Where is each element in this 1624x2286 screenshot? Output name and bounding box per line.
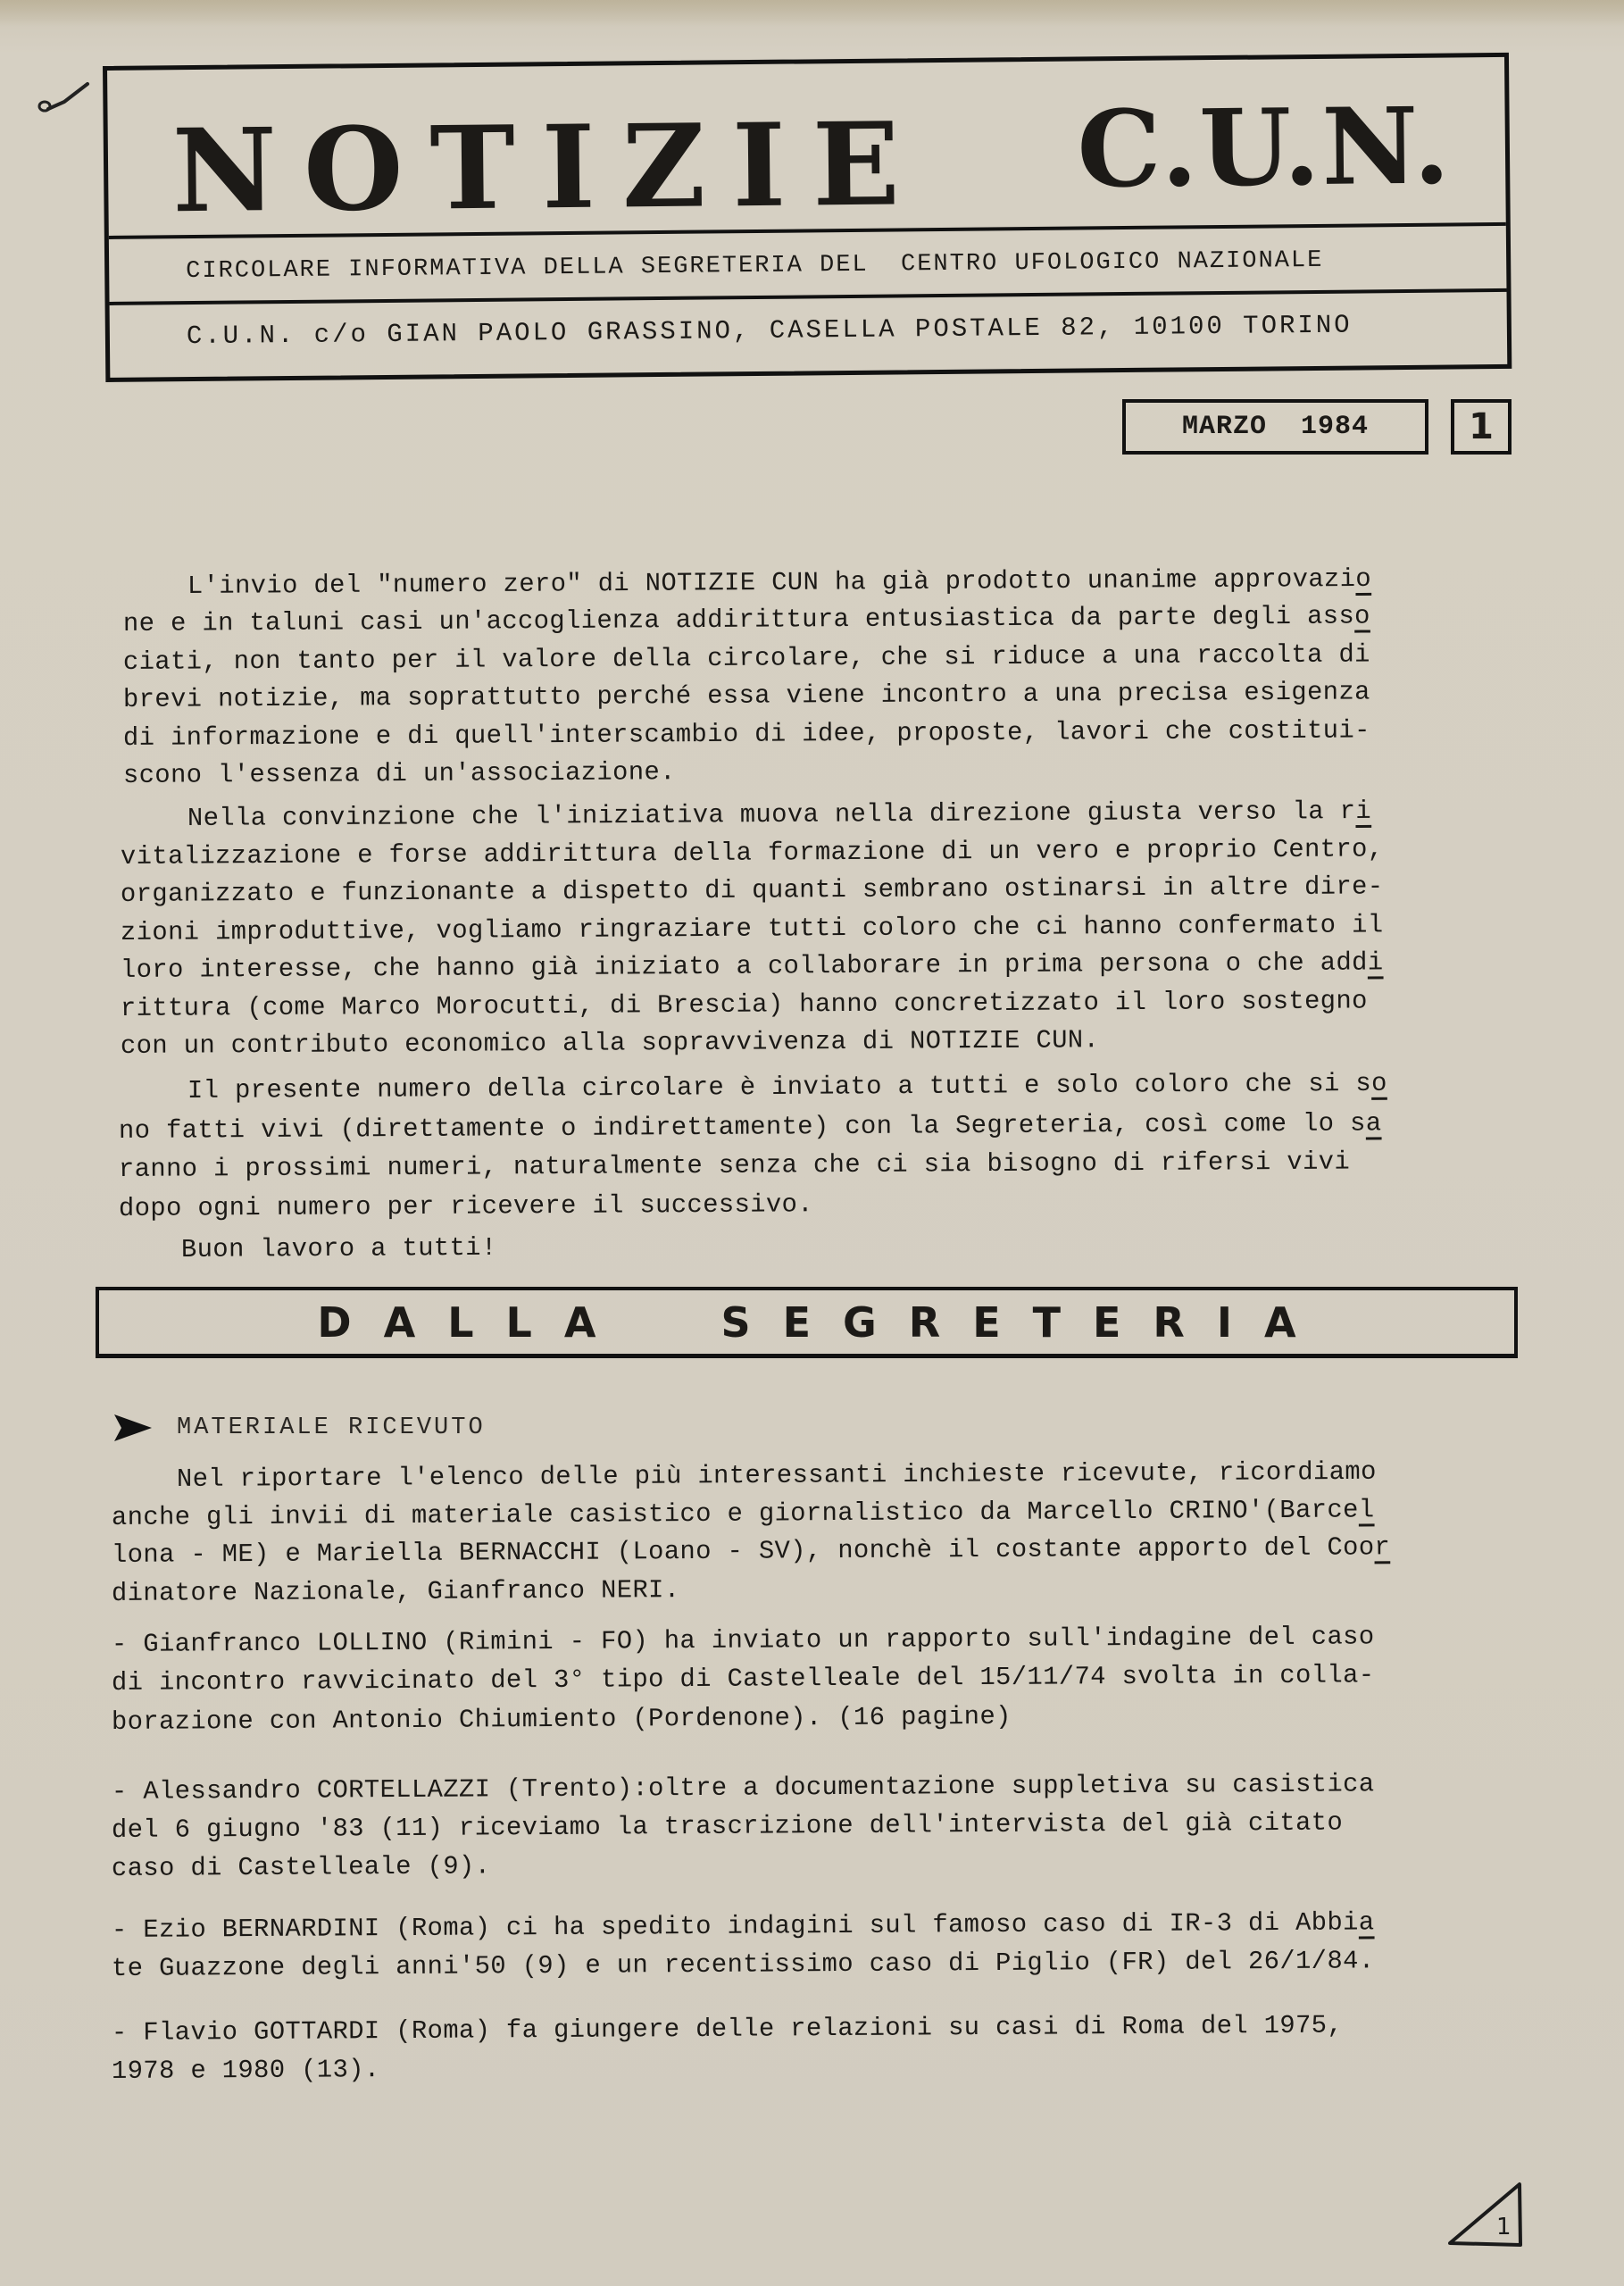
newsletter-title: NOTIZIE: [171, 97, 928, 239]
line-text: scono l'essenza di un'associazione.: [122, 757, 676, 790]
text-line: [123, 757, 676, 790]
triangle-page-mark-icon: [1443, 2172, 1525, 2254]
hyphenation-underline: i: [1355, 796, 1372, 827]
line-text: zioni improduttive, vogliamo ringraziare tutti coloro che ci hanno confermato il: [120, 910, 1384, 947]
text-line: [112, 1907, 1375, 1945]
line-text: lona - ME) e Mariella BERNACCHI (Loano - SV), nonchè il costante apporto del Coo: [111, 1532, 1375, 1570]
line-text: Nella convinzione che l'iniziativa muova nella direzione giusta verso la r: [187, 797, 1356, 833]
text-line: [121, 986, 1368, 1023]
text-line: [112, 1851, 491, 1883]
line-text: no fatti vivi (direttamente o indirettamente) con la Segreteria, così come lo s: [118, 1108, 1366, 1146]
masthead: [103, 53, 1512, 382]
line-text: rittura (come Marco Morocutti, di Brescia) hanno concretizzato il loro sostegno: [120, 986, 1368, 1023]
text-line: [119, 1189, 813, 1223]
text-line: [112, 1702, 1012, 1737]
text-line: [121, 1025, 1099, 1061]
text-line: [112, 1495, 1375, 1532]
text-line: [112, 1532, 1390, 1570]
line-text: borazione con Antonio Chiumiento (Pordenone). (16 pagine): [111, 1701, 1012, 1737]
line-text: di informazione e di quell'interscambio di idee, proposte, lavori che costitui-: [122, 715, 1370, 753]
text-line: [177, 1457, 1377, 1494]
section-title: DALLA SEGRETERIA: [317, 1297, 1328, 1347]
line-text: Nel riportare l'elenco delle più interessanti inchieste ricevute, ricordiamo: [176, 1456, 1377, 1494]
line-text: - Ezio BERNARDINI (Roma) ci ha spedito indagini sul famoso caso di IR-3 di Abbi: [111, 1907, 1359, 1945]
line-text: loro interesse, che hanno già iniziato a collaborare in prima persona o che add: [120, 947, 1368, 985]
line-text: anche gli invii di materiale casistico e giornalistico da Marcello CRINO'(Barce: [111, 1495, 1359, 1532]
hyphenation-underline: o: [1355, 563, 1372, 595]
line-text: caso di Castelleale (9).: [111, 1851, 491, 1883]
text-line: [112, 2055, 380, 2086]
text-line: [123, 639, 1370, 677]
line-text: - Gianfranco LOLLINO (Rimini - FO) ha inviato un rapporto sull'indagine del caso: [111, 1622, 1375, 1659]
text-line: [123, 601, 1370, 638]
line-text: ranno i prossimi numeri, naturalmente senza che ci sia bisogno di rifersi vivi: [118, 1147, 1351, 1184]
text-line: [112, 1769, 1375, 1806]
hyphenation-underline: i: [1367, 947, 1384, 978]
line-text: organizzato e funzionante a dispetto di quanti sembrano ostinarsi in altre dire-: [120, 872, 1384, 909]
text-line: [112, 1622, 1375, 1659]
hyphenation-underline: a: [1358, 1907, 1375, 1938]
newsletter-subtitle: CIRCOLARE INFORMATIVA DELLA SEGRETERIA DEL CENTRO UFOLOGICO NAZIONALE: [186, 246, 1324, 286]
issue-number: 1: [1451, 399, 1512, 455]
line-text: - Alessandro CORTELLAZZI (Trento):oltre a documentazione suppletiva su casistica: [111, 1769, 1375, 1806]
newsletter-abbrev: C.U.N.: [1076, 83, 1453, 212]
line-text: Buon lavoro a tutti!: [180, 1232, 497, 1264]
hyphenation-underline: a: [1365, 1108, 1382, 1139]
text-line: [187, 797, 1371, 833]
line-text: 1978 e 1980 (13).: [111, 2055, 380, 2086]
text-line: [112, 1660, 1375, 1698]
text-line: [112, 1808, 1343, 1845]
hyphenation-underline: l: [1358, 1495, 1375, 1525]
text-line: [112, 1946, 1375, 1983]
arrow-bullet-icon: [112, 1413, 154, 1443]
line-text: - Flavio GOTTARDI (Roma) fa giungere delle relazioni su casi di Roma del 1975,: [111, 2010, 1344, 2048]
text-line: [187, 564, 1371, 601]
section-header: [96, 1287, 1518, 1358]
page-edge-shadow: [0, 0, 1624, 27]
text-line: [123, 715, 1370, 753]
masthead-subtitle-row: [109, 226, 1507, 305]
line-text: Il presente numero della circolare è inviato a tutti e solo coloro che si s: [187, 1068, 1372, 1105]
page-mark-number: 1: [1496, 2214, 1512, 2240]
text-line: [187, 1069, 1387, 1105]
hyphenation-underline: o: [1370, 1068, 1387, 1098]
subheading-materiale-ricevuto: MATERIALE RICEVUTO: [177, 1414, 486, 1441]
text-line: [112, 2011, 1343, 2048]
text-line: [123, 677, 1370, 714]
line-text: del 6 giugno '83 (11) riceviamo la trascrizione dell'intervista del già citato: [111, 1807, 1344, 1845]
text-line: [121, 872, 1384, 909]
text-line: [121, 947, 1384, 985]
text-line: [119, 1147, 1350, 1184]
text-line: [119, 1108, 1382, 1146]
line-text: vitalizzazione e forse addirittura della formazione di un vero e proprio Centro,: [120, 834, 1384, 872]
issue-date: MARZO 1984: [1122, 399, 1428, 455]
line-text: dinatore Nazionale, Gianfranco NERI.: [111, 1575, 680, 1608]
hyphenation-underline: r: [1374, 1532, 1391, 1563]
text-line: [181, 1233, 497, 1264]
check-tick-icon: [34, 77, 96, 121]
line-text: brevi notizie, ma soprattutto perché essa viene incontro a una precisa esigenza: [122, 677, 1370, 714]
line-text: ne e in taluni casi un'accoglienza addirittura entusiastica da parte degli ass: [122, 601, 1355, 638]
line-text: te Guazzone degli anni'50 (9) e un recentissimo caso di Piglio (FR) del 26/1/84.: [111, 1946, 1375, 1983]
line-text: di incontro ravvicinato del 3° tipo di Castelleale del 15/11/74 svolta in colla-: [111, 1660, 1375, 1698]
text-line: [121, 834, 1384, 872]
hyphenation-underline: o: [1353, 601, 1370, 631]
line-text: dopo ogni numero per ricevere il successivo.: [118, 1189, 814, 1223]
newsletter-address: C.U.N. c/o GIAN PAOLO GRASSINO, CASELLA POSTALE 82, 10100 TORINO: [186, 310, 1353, 352]
line-text: con un contributo economico alla sopravvivenza di NOTIZIE CUN.: [120, 1025, 1100, 1061]
line-text: L'invio del "numero zero" di NOTIZIE CUN ha già prodotto unanime approvazi: [187, 564, 1356, 601]
line-text: ciati, non tanto per il valore della circolare, che si riduce a una raccolta di: [122, 639, 1370, 677]
text-line: [121, 910, 1384, 947]
text-line: [112, 1575, 680, 1608]
masthead-title-row: [107, 57, 1506, 239]
